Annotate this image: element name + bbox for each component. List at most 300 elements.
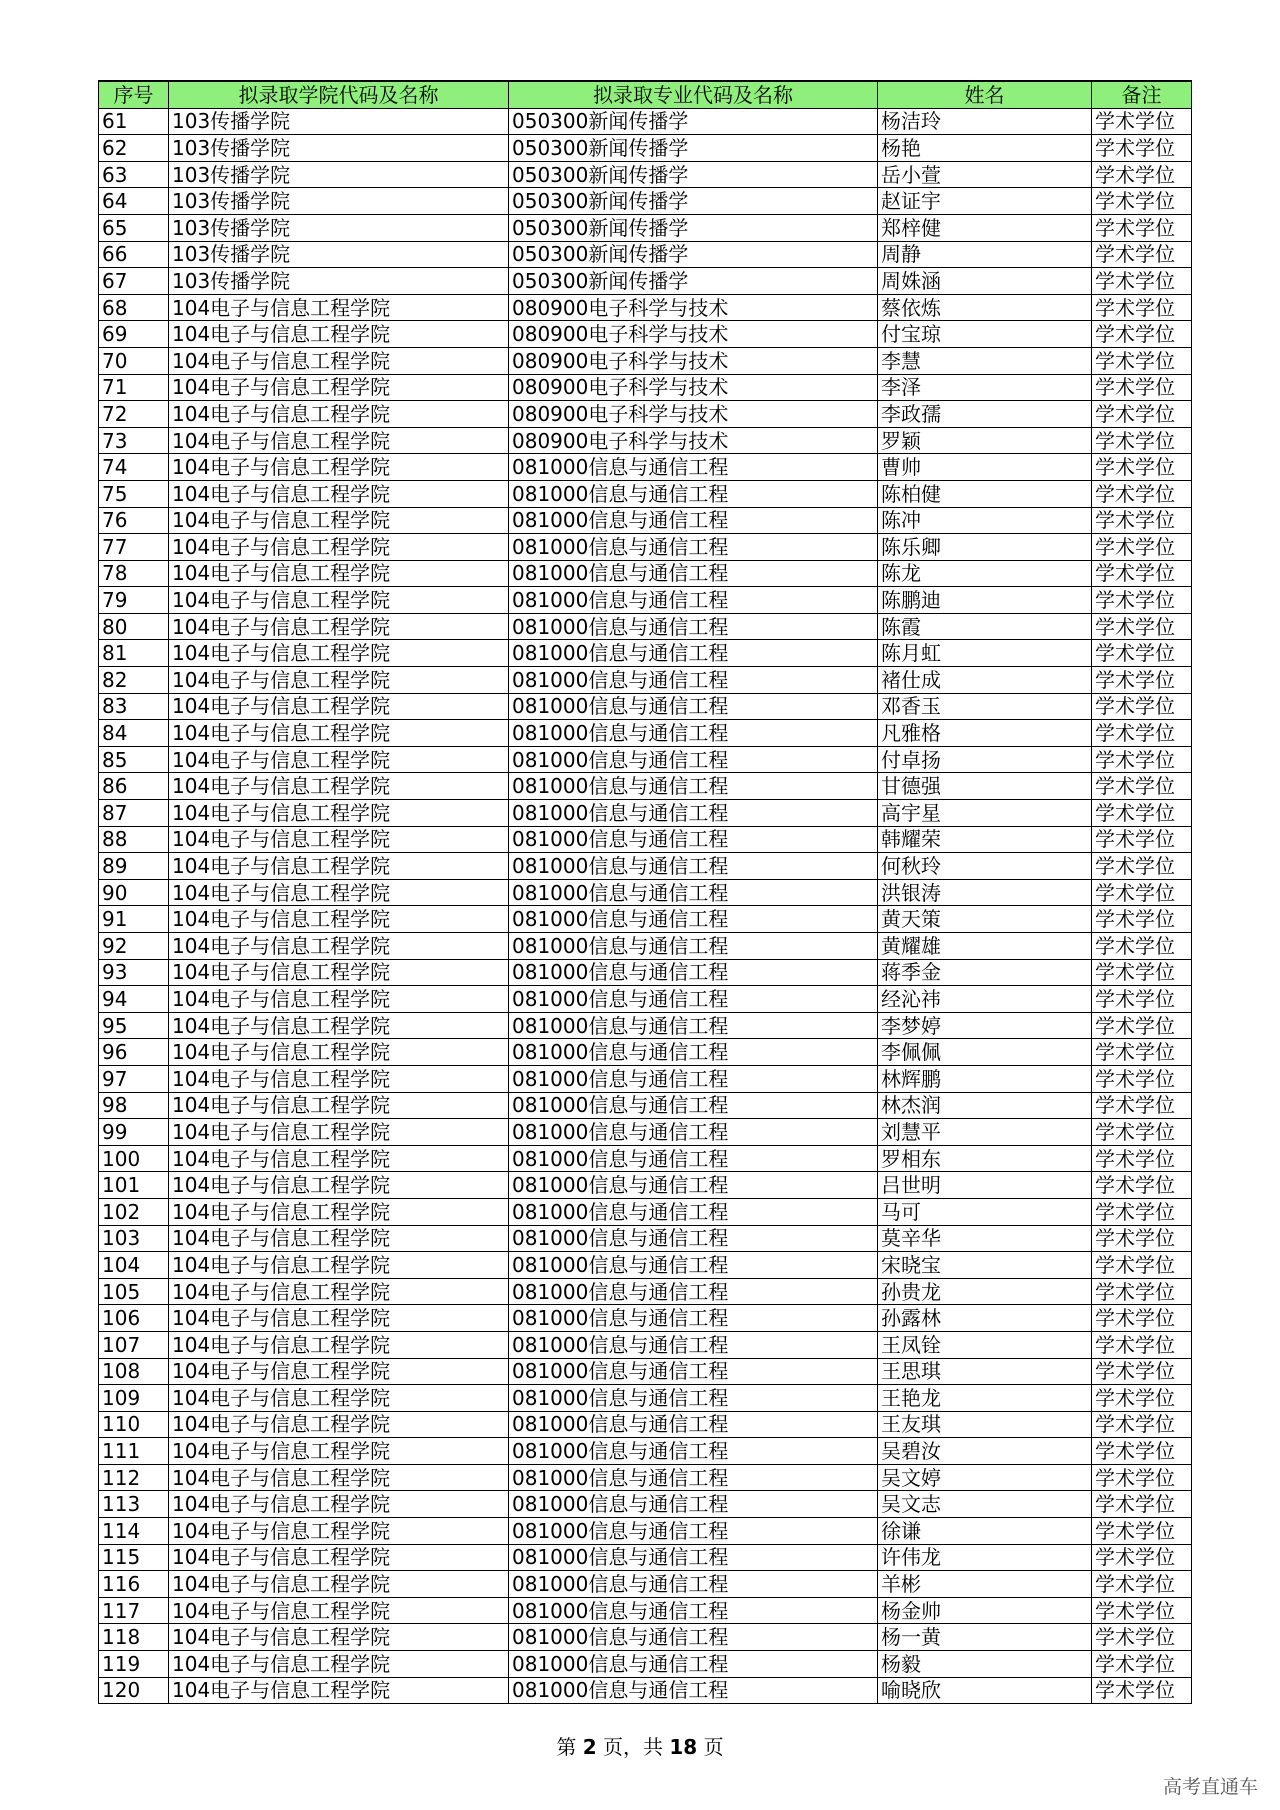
cell-seq: 108 [99,1358,169,1385]
cell-seq: 97 [99,1065,169,1092]
cell-major: 081000信息与通信工程 [509,1039,878,1066]
cell-seq: 61 [99,108,169,135]
cell-note: 学术学位 [1092,1438,1192,1465]
cell-name: 吕世明 [878,1172,1092,1199]
cell-seq: 65 [99,214,169,241]
cell-note: 学术学位 [1092,613,1192,640]
table-row [99,587,1192,614]
cell-name: 李梦婷 [878,1012,1092,1039]
cell-note: 学术学位 [1092,1464,1192,1491]
cell-note: 学术学位 [1092,1651,1192,1678]
cell-major: 081000信息与通信工程 [509,1225,878,1252]
table-row [99,1172,1192,1199]
cell-seq: 107 [99,1331,169,1358]
cell-college: 104电子与信息工程学院 [169,1305,509,1332]
cell-college: 104电子与信息工程学院 [169,1145,509,1172]
cell-college: 104电子与信息工程学院 [169,986,509,1013]
cell-major: 081000信息与通信工程 [509,1677,878,1704]
cell-name: 莫辛华 [878,1225,1092,1252]
table-row [99,1438,1192,1465]
table-row [99,826,1192,853]
cell-name: 杨艳 [878,135,1092,162]
cell-name: 林杰润 [878,1092,1092,1119]
cell-major: 081000信息与通信工程 [509,1491,878,1518]
table-row [99,374,1192,401]
cell-note: 学术学位 [1092,480,1192,507]
cell-name: 罗颖 [878,427,1092,454]
cell-note: 学术学位 [1092,1331,1192,1358]
table-row [99,906,1192,933]
cell-note: 学术学位 [1092,161,1192,188]
cell-seq: 118 [99,1624,169,1651]
cell-note: 学术学位 [1092,214,1192,241]
table-row [99,1491,1192,1518]
cell-note: 学术学位 [1092,667,1192,694]
cell-major: 081000信息与通信工程 [509,986,878,1013]
cell-college: 104电子与信息工程学院 [169,534,509,561]
cell-seq: 87 [99,800,169,827]
cell-seq: 69 [99,321,169,348]
cell-college: 104电子与信息工程学院 [169,1571,509,1598]
cell-seq: 93 [99,959,169,986]
cell-note: 学术学位 [1092,374,1192,401]
cell-name: 赵证宇 [878,188,1092,215]
table-row [99,1544,1192,1571]
cell-seq: 95 [99,1012,169,1039]
cell-major: 081000信息与通信工程 [509,1172,878,1199]
table-row [99,347,1192,374]
table-row [99,294,1192,321]
cell-college: 104电子与信息工程学院 [169,507,509,534]
cell-college: 104电子与信息工程学院 [169,1677,509,1704]
table-row [99,1624,1192,1651]
cell-seq: 86 [99,773,169,800]
cell-seq: 120 [99,1677,169,1704]
page-footer [0,1731,1280,1760]
footer-suffix: 页 [697,1735,724,1759]
cell-seq: 109 [99,1385,169,1412]
cell-college: 104电子与信息工程学院 [169,1491,509,1518]
cell-seq: 113 [99,1491,169,1518]
cell-major: 081000信息与通信工程 [509,1331,878,1358]
cell-note: 学术学位 [1092,746,1192,773]
cell-seq: 110 [99,1411,169,1438]
cell-college: 104电子与信息工程学院 [169,401,509,428]
cell-note: 学术学位 [1092,959,1192,986]
cell-seq: 63 [99,161,169,188]
table-row [99,268,1192,295]
table-row [99,1145,1192,1172]
cell-major: 081000信息与通信工程 [509,906,878,933]
cell-name: 徐谦 [878,1518,1092,1545]
cell-major: 081000信息与通信工程 [509,853,878,880]
cell-note: 学术学位 [1092,241,1192,268]
cell-note: 学术学位 [1092,720,1192,747]
cell-seq: 116 [99,1571,169,1598]
header-seq: 序号 [99,81,169,108]
table-row [99,1571,1192,1598]
cell-major: 081000信息与通信工程 [509,1012,878,1039]
cell-college: 104电子与信息工程学院 [169,1092,509,1119]
cell-seq: 71 [99,374,169,401]
footer-middle: 页，共 [596,1735,670,1759]
cell-major: 081000信息与通信工程 [509,1278,878,1305]
cell-college: 104电子与信息工程学院 [169,1358,509,1385]
cell-college: 104电子与信息工程学院 [169,294,509,321]
cell-seq: 64 [99,188,169,215]
cell-major: 081000信息与通信工程 [509,1624,878,1651]
table-row [99,933,1192,960]
table-row [99,959,1192,986]
cell-seq: 112 [99,1464,169,1491]
cell-name: 李佩佩 [878,1039,1092,1066]
table-row [99,986,1192,1013]
cell-college: 104电子与信息工程学院 [169,1012,509,1039]
cell-note: 学术学位 [1092,1597,1192,1624]
cell-note: 学术学位 [1092,1225,1192,1252]
cell-name: 周静 [878,241,1092,268]
cell-note: 学术学位 [1092,1571,1192,1598]
cell-note: 学术学位 [1092,347,1192,374]
cell-note: 学术学位 [1092,294,1192,321]
header-major: 拟录取专业代码及名称 [509,81,878,108]
cell-seq: 111 [99,1438,169,1465]
cell-name: 羊彬 [878,1571,1092,1598]
admission-table [98,80,1192,1704]
header-name: 姓名 [878,81,1092,108]
cell-seq: 88 [99,826,169,853]
cell-seq: 101 [99,1172,169,1199]
cell-college: 104电子与信息工程学院 [169,959,509,986]
cell-seq: 100 [99,1145,169,1172]
cell-major: 080900电子科学与技术 [509,321,878,348]
cell-major: 081000信息与通信工程 [509,1385,878,1412]
table-row [99,720,1192,747]
cell-seq: 117 [99,1597,169,1624]
cell-note: 学术学位 [1092,321,1192,348]
cell-name: 付卓扬 [878,746,1092,773]
cell-major: 081000信息与通信工程 [509,693,878,720]
table-row [99,560,1192,587]
cell-major: 081000信息与通信工程 [509,1065,878,1092]
table-row [99,1677,1192,1704]
cell-note: 学术学位 [1092,853,1192,880]
cell-seq: 105 [99,1278,169,1305]
cell-name: 王艳龙 [878,1385,1092,1412]
cell-name: 黄耀雄 [878,933,1092,960]
cell-seq: 104 [99,1252,169,1279]
table-row [99,135,1192,162]
cell-college: 104电子与信息工程学院 [169,720,509,747]
cell-note: 学术学位 [1092,454,1192,481]
cell-major: 081000信息与通信工程 [509,1571,878,1598]
cell-college: 104电子与信息工程学院 [169,1252,509,1279]
cell-seq: 75 [99,480,169,507]
cell-name: 经沁祎 [878,986,1092,1013]
cell-major: 050300新闻传播学 [509,188,878,215]
cell-major: 081000信息与通信工程 [509,667,878,694]
cell-major: 081000信息与通信工程 [509,1305,878,1332]
cell-note: 学术学位 [1092,1092,1192,1119]
cell-college: 103传播学院 [169,214,509,241]
cell-note: 学术学位 [1092,1385,1192,1412]
cell-name: 林辉鹏 [878,1065,1092,1092]
cell-college: 104电子与信息工程学院 [169,1172,509,1199]
cell-college: 104电子与信息工程学院 [169,1331,509,1358]
cell-note: 学术学位 [1092,879,1192,906]
cell-seq: 68 [99,294,169,321]
cell-seq: 66 [99,241,169,268]
cell-college: 104电子与信息工程学院 [169,1385,509,1412]
cell-note: 学术学位 [1092,401,1192,428]
cell-major: 050300新闻传播学 [509,241,878,268]
cell-major: 081000信息与通信工程 [509,1651,878,1678]
cell-note: 学术学位 [1092,773,1192,800]
cell-note: 学术学位 [1092,188,1192,215]
cell-major: 081000信息与通信工程 [509,480,878,507]
cell-college: 103传播学院 [169,135,509,162]
cell-college: 104电子与信息工程学院 [169,1411,509,1438]
cell-major: 081000信息与通信工程 [509,879,878,906]
cell-college: 104电子与信息工程学院 [169,1039,509,1066]
table-row [99,1651,1192,1678]
cell-seq: 67 [99,268,169,295]
cell-major: 081000信息与通信工程 [509,1252,878,1279]
cell-major: 081000信息与通信工程 [509,933,878,960]
cell-note: 学术学位 [1092,1491,1192,1518]
cell-name: 李政孺 [878,401,1092,428]
table-row [99,454,1192,481]
cell-major: 081000信息与通信工程 [509,1119,878,1146]
cell-college: 104电子与信息工程学院 [169,480,509,507]
cell-name: 甘德强 [878,773,1092,800]
cell-college: 103传播学院 [169,108,509,135]
table-row [99,507,1192,534]
cell-name: 黄天策 [878,906,1092,933]
cell-major: 081000信息与通信工程 [509,1145,878,1172]
cell-seq: 91 [99,906,169,933]
table-row [99,1305,1192,1332]
cell-name: 刘慧平 [878,1119,1092,1146]
table-row [99,427,1192,454]
table-row [99,1225,1192,1252]
cell-name: 罗相东 [878,1145,1092,1172]
cell-note: 学术学位 [1092,933,1192,960]
cell-seq: 83 [99,693,169,720]
cell-major: 081000信息与通信工程 [509,507,878,534]
cell-college: 104电子与信息工程学院 [169,800,509,827]
table-row [99,241,1192,268]
cell-seq: 106 [99,1305,169,1332]
cell-major: 081000信息与通信工程 [509,613,878,640]
cell-note: 学术学位 [1092,693,1192,720]
table-header-row [99,81,1192,108]
cell-college: 104电子与信息工程学院 [169,1225,509,1252]
cell-college: 104电子与信息工程学院 [169,613,509,640]
table-row [99,1039,1192,1066]
cell-college: 103传播学院 [169,268,509,295]
table-row [99,108,1192,135]
cell-college: 104电子与信息工程学院 [169,1438,509,1465]
cell-name: 许伟龙 [878,1544,1092,1571]
cell-name: 陈冲 [878,507,1092,534]
cell-note: 学术学位 [1092,826,1192,853]
table-row [99,1358,1192,1385]
table-row [99,1278,1192,1305]
cell-name: 陈鹏迪 [878,587,1092,614]
cell-note: 学术学位 [1092,1119,1192,1146]
cell-college: 104电子与信息工程学院 [169,933,509,960]
cell-note: 学术学位 [1092,534,1192,561]
cell-note: 学术学位 [1092,1411,1192,1438]
cell-note: 学术学位 [1092,268,1192,295]
table-row [99,161,1192,188]
cell-college: 104电子与信息工程学院 [169,1278,509,1305]
header-college: 拟录取学院代码及名称 [169,81,509,108]
cell-name: 蔡依炼 [878,294,1092,321]
footer-prefix: 第 [556,1735,583,1759]
cell-name: 何秋玲 [878,853,1092,880]
table-row [99,1252,1192,1279]
cell-major: 081000信息与通信工程 [509,1358,878,1385]
table-row [99,188,1192,215]
cell-name: 杨一黄 [878,1624,1092,1651]
table-row [99,1518,1192,1545]
cell-seq: 89 [99,853,169,880]
cell-name: 陈月虹 [878,640,1092,667]
cell-name: 凡雅格 [878,720,1092,747]
cell-note: 学术学位 [1092,108,1192,135]
cell-seq: 98 [99,1092,169,1119]
cell-name: 陈柏健 [878,480,1092,507]
cell-note: 学术学位 [1092,1518,1192,1545]
cell-major: 081000信息与通信工程 [509,1092,878,1119]
cell-seq: 70 [99,347,169,374]
cell-major: 081000信息与通信工程 [509,1198,878,1225]
table-row [99,1411,1192,1438]
table-row [99,1331,1192,1358]
cell-major: 080900电子科学与技术 [509,374,878,401]
cell-college: 104电子与信息工程学院 [169,374,509,401]
cell-major: 050300新闻传播学 [509,268,878,295]
cell-major: 081000信息与通信工程 [509,1544,878,1571]
cell-seq: 76 [99,507,169,534]
cell-seq: 115 [99,1544,169,1571]
table-row [99,1385,1192,1412]
cell-college: 104电子与信息工程学院 [169,1624,509,1651]
cell-college: 104电子与信息工程学院 [169,427,509,454]
table-row [99,640,1192,667]
cell-note: 学术学位 [1092,560,1192,587]
cell-seq: 85 [99,746,169,773]
table-row [99,321,1192,348]
cell-name: 陈霞 [878,613,1092,640]
cell-seq: 80 [99,613,169,640]
table-row [99,1012,1192,1039]
cell-college: 104电子与信息工程学院 [169,1544,509,1571]
cell-major: 050300新闻传播学 [509,214,878,241]
cell-seq: 77 [99,534,169,561]
cell-college: 104电子与信息工程学院 [169,667,509,694]
cell-name: 陈乐卿 [878,534,1092,561]
cell-note: 学术学位 [1092,1544,1192,1571]
cell-major: 080900电子科学与技术 [509,347,878,374]
cell-note: 学术学位 [1092,1065,1192,1092]
cell-major: 081000信息与通信工程 [509,587,878,614]
table-row [99,667,1192,694]
cell-college: 104电子与信息工程学院 [169,879,509,906]
cell-seq: 99 [99,1119,169,1146]
cell-note: 学术学位 [1092,1198,1192,1225]
cell-note: 学术学位 [1092,587,1192,614]
cell-name: 吴文婷 [878,1464,1092,1491]
cell-note: 学术学位 [1092,1172,1192,1199]
cell-seq: 96 [99,1039,169,1066]
cell-college: 103传播学院 [169,161,509,188]
cell-name: 孙露林 [878,1305,1092,1332]
cell-college: 104电子与信息工程学院 [169,853,509,880]
table-row [99,1065,1192,1092]
cell-seq: 103 [99,1225,169,1252]
table-row [99,693,1192,720]
cell-major: 050300新闻传播学 [509,135,878,162]
cell-name: 喻晓欣 [878,1677,1092,1704]
cell-seq: 78 [99,560,169,587]
cell-name: 岳小萱 [878,161,1092,188]
table-row [99,534,1192,561]
cell-major: 080900电子科学与技术 [509,427,878,454]
table-row [99,1198,1192,1225]
cell-note: 学术学位 [1092,1278,1192,1305]
cell-college: 103传播学院 [169,188,509,215]
cell-name: 杨金帅 [878,1597,1092,1624]
cell-major: 050300新闻传播学 [509,108,878,135]
cell-note: 学术学位 [1092,906,1192,933]
cell-seq: 92 [99,933,169,960]
cell-name: 王凤铨 [878,1331,1092,1358]
cell-major: 080900电子科学与技术 [509,294,878,321]
table-row [99,746,1192,773]
cell-major: 081000信息与通信工程 [509,1438,878,1465]
cell-note: 学术学位 [1092,1039,1192,1066]
cell-note: 学术学位 [1092,986,1192,1013]
cell-college: 104电子与信息工程学院 [169,1597,509,1624]
cell-note: 学术学位 [1092,1145,1192,1172]
cell-college: 104电子与信息工程学院 [169,1651,509,1678]
table-row [99,401,1192,428]
admission-list-sheet [98,80,1191,1704]
cell-name: 蒋季金 [878,959,1092,986]
cell-note: 学术学位 [1092,800,1192,827]
cell-college: 104电子与信息工程学院 [169,587,509,614]
cell-college: 104电子与信息工程学院 [169,1198,509,1225]
cell-name: 洪银涛 [878,879,1092,906]
table-row [99,1464,1192,1491]
table-row [99,1092,1192,1119]
table-row [99,613,1192,640]
cell-name: 杨毅 [878,1651,1092,1678]
cell-name: 郑梓健 [878,214,1092,241]
cell-name: 孙贵龙 [878,1278,1092,1305]
cell-note: 学术学位 [1092,1677,1192,1704]
cell-note: 学术学位 [1092,1252,1192,1279]
cell-major: 081000信息与通信工程 [509,959,878,986]
cell-major: 050300新闻传播学 [509,161,878,188]
cell-seq: 102 [99,1198,169,1225]
cell-seq: 62 [99,135,169,162]
cell-note: 学术学位 [1092,1305,1192,1332]
cell-note: 学术学位 [1092,427,1192,454]
